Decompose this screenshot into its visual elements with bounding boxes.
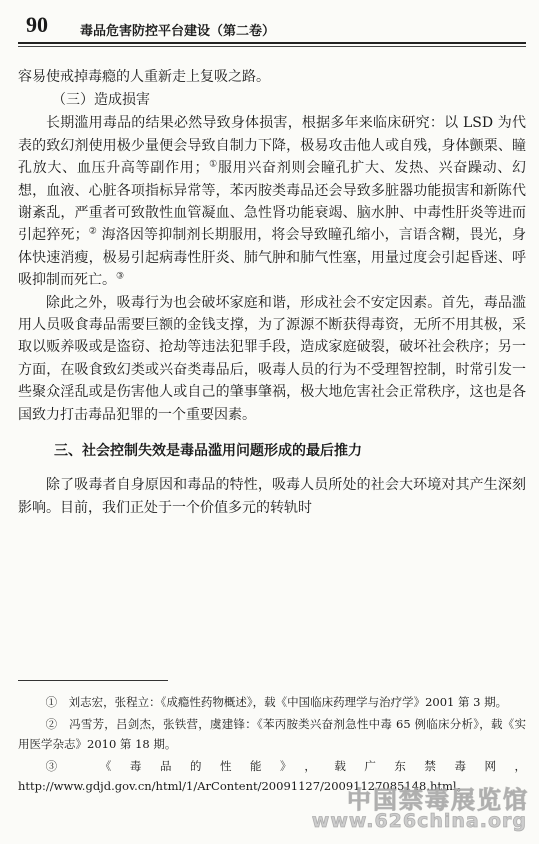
paragraph-continued: 容易使戒掉毒瘾的人重新走上复吸之路。 [18,69,270,85]
watermark-name: 中国禁毒展览馆 [347,786,529,814]
paragraph-damage-part2: 服用兴奋剂则会瞳孔扩大、发热、兴奋躁动、幻想，血液、心脏各项指标异常等，苯丙胺类毒品还会导致多脏器功能损害和新陈代谢紊乱，严重者可致散性血管凝血、急性肾功能衰竭、脑水肿、中毒性肝炎等进而引起猝死； [18,160,527,244]
section-heading: 三、社会控制失效是毒品滥用问题形成的最后推力 [54,443,362,460]
footnote-separator [18,680,168,681]
paragraph-damage [18,112,526,291]
footnote-ref-2[interactable]: ② [88,226,97,237]
paragraph-damage-part3: 海洛因等抑制剂长期服用，将会导致瞳孔缩小，言语含糊，畏光，身体快速消瘦，极易引起病毒性肝炎、肺气肿和肺气性塞，用量过度会引起昏迷、呼吸抑制而死亡。 [18,227,526,289]
running-header [18,12,526,42]
footnote-ref-3[interactable]: ③ [116,271,125,282]
main-text [18,66,526,519]
paragraph-environment: 除了吸毒者自身原因和毒品的特性，吸毒人员所处的社会大环境对其产生深刻影响。目前，我们正处于一个价值多元的转轨时 [18,477,526,516]
watermark-url: www.626china.org [311,810,527,832]
footnote-2: ② 冯雪芳，吕剑杰，张铁营，虞建锋：《苯丙胺类兴奋剂急性中毒 65 例临床分析》，载《实用医学杂志》2010 第 18 期。 [18,717,526,751]
paragraph-social: 除此之外，吸毒行为也会破坏家庭和谐，形成社会不安定因素。首先，毒品滥用人员吸食毒品需要巨额的金钱支撑，为了源源不断获得毒资，无所不用其极，采取以贩养吸或是盗窃、抢劫等违法犯罪手段，造成家庭破裂，破坏社会秩序；另一方面，在吸食致幻类或兴奋类毒品后，吸毒人员的行为不受理智控制，时常引发一些聚众淫乱或是伤害他人或自己的肇事肇祸，极大地危害社会正常秩序，这也是各国致力打击毒品犯罪的一个重要因素。 [18,294,526,423]
footnote-1: ① 刘志宏，张程立：《成瘾性药物概述》，载《中国临床药理学与治疗学》2001 第 3 期。 [45,695,508,709]
footnotes [18,692,526,798]
page-number: 90 [26,12,48,37]
footnote-ref-1[interactable]: ① [208,159,218,170]
header-rule-thin [18,46,526,47]
book-title: 毒品危害防控平台建设（第二卷） [80,24,276,39]
footnote-3: ③ 《毒品的性能》，载广东禁毒网，http://www.gdjd.gov.cn/html/1/ArContent/20091127/20091127085148.html。 [18,759,526,793]
header-rule-thick [18,42,526,44]
subsection-heading: （三）造成损害 [52,92,150,109]
paragraph-damage-part1: 长期滥用毒品的结果必然导致身体损害，根据多年来临床研究：以 LSD 为代表的致幻剂使用极少量便会导致自制力下降，极易攻击他人或自残，身体颤栗、瞳孔放大、血压升高等副作用； [18,115,526,177]
